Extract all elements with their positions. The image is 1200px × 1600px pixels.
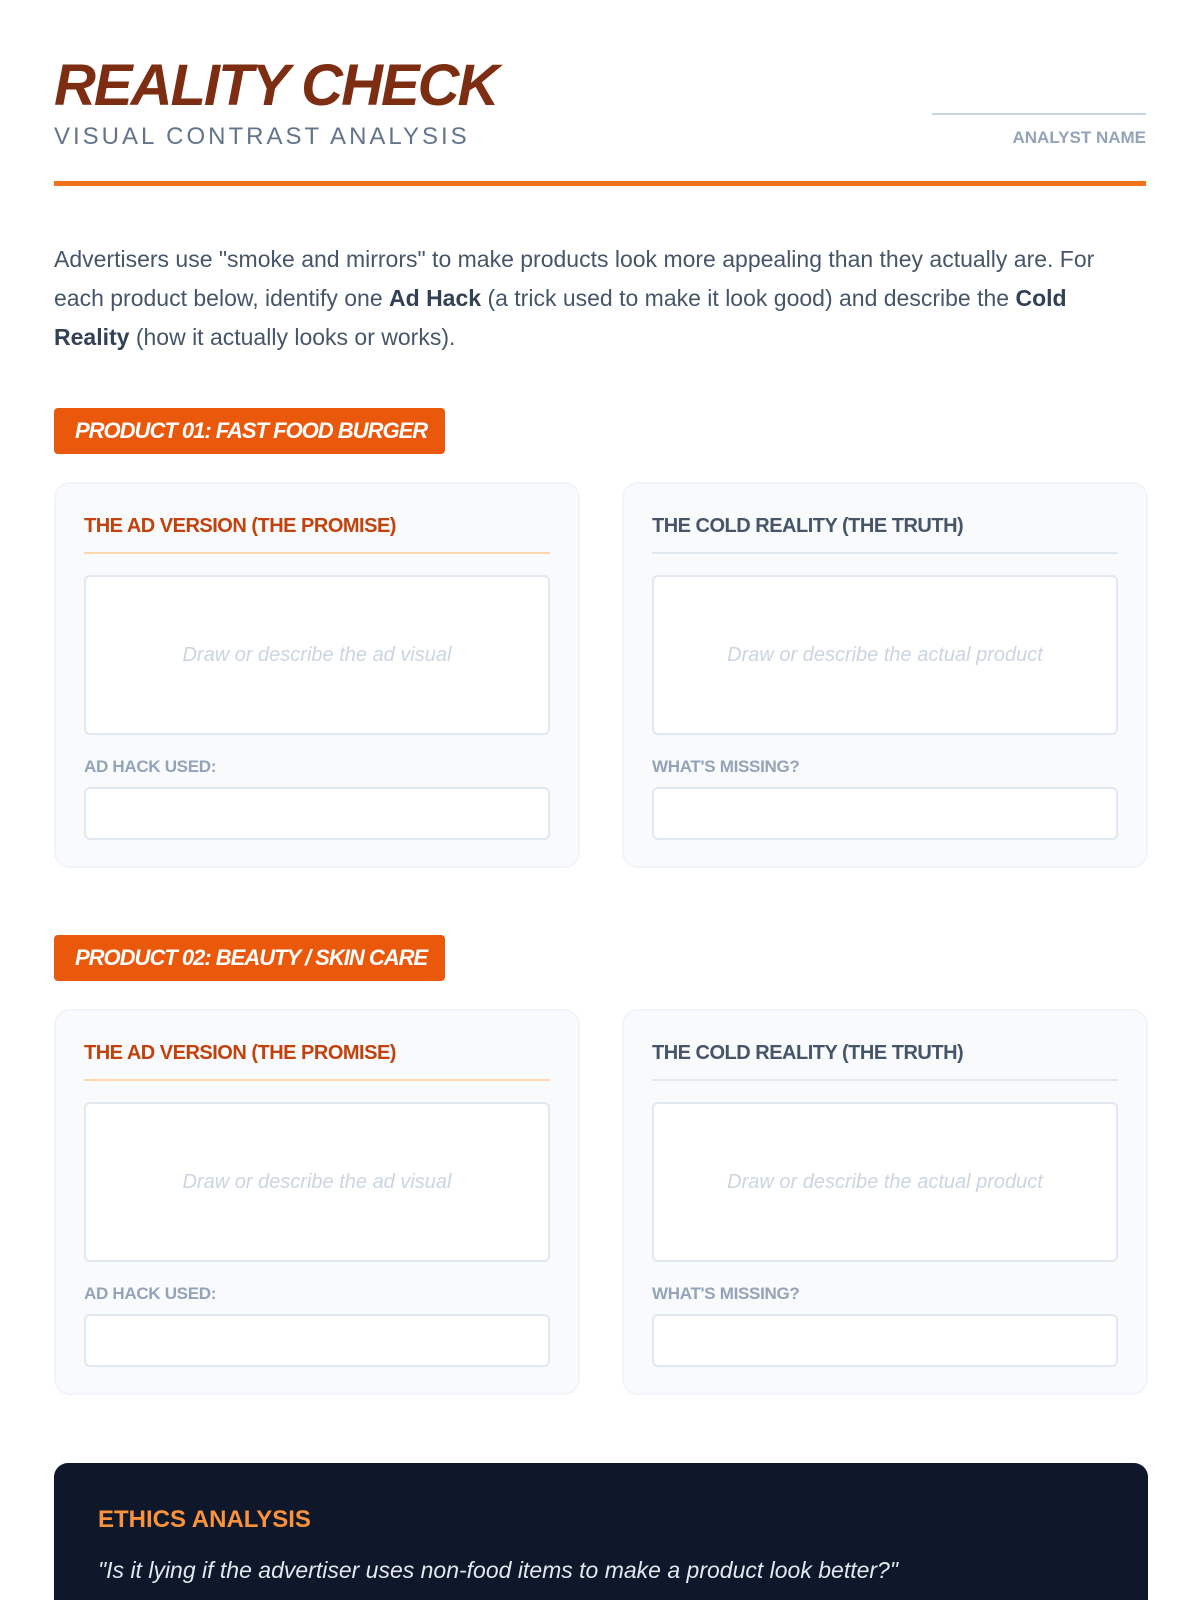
ethics-question: "Is it lying if the advertiser uses non-food items to make a product look better?" xyxy=(98,1557,899,1583)
card-title: THE COLD REALITY (THE TRUTH) xyxy=(652,1039,1118,1081)
intro-paragraph xyxy=(54,240,1146,357)
ad-hack-input[interactable] xyxy=(84,1314,550,1367)
whats-missing-input[interactable] xyxy=(652,1314,1118,1367)
draw-area[interactable]: Draw or describe the ad visual xyxy=(84,1102,550,1262)
product-tag: PRODUCT 02: BEAUTY / SKIN CARE xyxy=(54,935,445,981)
ad-version-card xyxy=(54,1009,580,1395)
draw-area[interactable]: Draw or describe the actual product xyxy=(652,575,1118,735)
field-label: WHAT'S MISSING? xyxy=(652,757,800,776)
cold-reality-card xyxy=(622,1009,1148,1395)
intro-text-2: (a trick used to make it look good) and describe the xyxy=(481,285,1016,311)
ethics-title: ETHICS ANALYSIS xyxy=(98,1506,311,1533)
product-section-2 xyxy=(54,935,1148,1395)
product-section-1 xyxy=(54,408,1148,868)
intro-text-3: (how it actually looks or works). xyxy=(129,324,456,350)
card-title: THE COLD REALITY (THE TRUTH) xyxy=(652,512,1118,554)
comparison-cards xyxy=(54,482,1148,868)
ad-hack-input[interactable] xyxy=(84,787,550,840)
field-label: AD HACK USED: xyxy=(84,1284,217,1303)
intro-text-1: Advertisers use "smoke and mirrors" to make products look more appealing than they actually are. For each product below, identify one xyxy=(54,246,1095,311)
ad-version-card xyxy=(54,482,580,868)
analyst-name-line[interactable] xyxy=(932,113,1146,115)
draw-area[interactable]: Draw or describe the ad visual xyxy=(84,575,550,735)
draw-area[interactable]: Draw or describe the actual product xyxy=(652,1102,1118,1262)
cold-reality-card xyxy=(622,482,1148,868)
whats-missing-input[interactable] xyxy=(652,787,1118,840)
card-title: THE AD VERSION (THE PROMISE) xyxy=(84,1039,550,1081)
page-title: REALITY CHECK xyxy=(54,53,498,118)
product-tag: PRODUCT 01: FAST FOOD BURGER xyxy=(54,408,445,454)
comparison-cards xyxy=(54,1009,1148,1395)
worksheet-header xyxy=(54,52,1146,186)
field-label: AD HACK USED: xyxy=(84,757,217,776)
card-title: THE AD VERSION (THE PROMISE) xyxy=(84,512,550,554)
page-subtitle: VISUAL CONTRAST ANALYSIS xyxy=(54,123,470,150)
analyst-name-label: ANALYST NAME xyxy=(1012,128,1146,147)
field-label: WHAT'S MISSING? xyxy=(652,1284,800,1303)
ethics-analysis-panel xyxy=(54,1463,1148,1600)
intro-cold-reality-term: Cold Reality xyxy=(54,285,1067,350)
intro-ad-hack-term: Ad Hack xyxy=(389,285,482,311)
